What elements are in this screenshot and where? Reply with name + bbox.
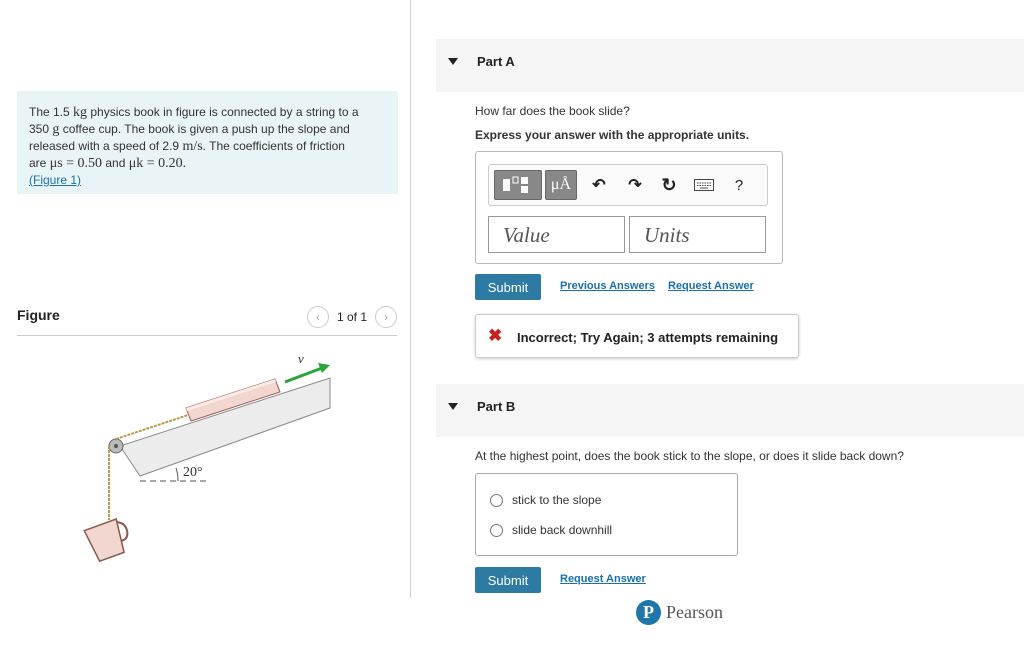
collapse-triangle-icon[interactable] — [448, 58, 458, 65]
mu-kinetic: μk = 0.20. — [128, 156, 187, 171]
templates-icon — [501, 175, 535, 195]
units-input[interactable]: Units — [629, 216, 766, 253]
keyboard-button[interactable] — [691, 170, 717, 200]
part-a-question: How far does the book slide? — [475, 104, 630, 118]
math-toolbar — [488, 164, 768, 206]
chevron-right-icon: › — [384, 310, 388, 324]
left-panel — [0, 0, 411, 645]
value-input[interactable]: Value — [488, 216, 625, 253]
redo-button[interactable] — [623, 170, 647, 200]
velocity-arrow — [285, 368, 322, 382]
option-slide[interactable] — [490, 523, 612, 537]
problem-text: and — [102, 156, 129, 170]
angle-label: 20° — [183, 465, 203, 480]
figure-title: Figure — [17, 307, 60, 323]
redo-icon: ↷ — [628, 177, 642, 194]
part-a-request-answer-link[interactable]: Request Answer — [668, 280, 754, 292]
reset-button[interactable] — [657, 170, 681, 200]
undo-button[interactable] — [587, 170, 611, 200]
chevron-left-icon: ‹ — [315, 310, 320, 324]
problem-statement — [17, 91, 398, 194]
undo-icon: ↶ — [592, 177, 606, 194]
option-stick[interactable] — [490, 493, 601, 507]
part-b-label: Part B — [477, 399, 516, 414]
part-a-submit-button[interactable]: Submit — [475, 274, 541, 300]
column-divider — [410, 0, 411, 598]
pearson-logo — [636, 600, 723, 625]
pager-text: 1 of 1 — [336, 310, 367, 324]
coffee-cup — [84, 517, 133, 563]
pearson-brand: Pearson — [666, 602, 723, 622]
problem-text: are — [29, 156, 50, 170]
answer-box — [475, 151, 783, 264]
problem-text: . The coefficients of friction — [202, 139, 345, 153]
next-figure-button[interactable] — [375, 306, 397, 328]
part-a-header[interactable] — [436, 39, 1024, 92]
help-icon: ? — [734, 176, 744, 194]
option-label: stick to the slope — [512, 493, 602, 507]
part-b-request-answer-link[interactable]: Request Answer — [560, 573, 646, 585]
unit-g: g — [52, 122, 60, 137]
units-icon: μÅ — [550, 176, 572, 193]
prev-figure-button[interactable] — [307, 306, 329, 328]
feedback-text: Incorrect; Try Again; 3 attempts remaining — [517, 330, 779, 345]
previous-answers-link[interactable]: Previous Answers — [560, 280, 655, 292]
unit-ms: m/s — [182, 139, 203, 154]
templates-button[interactable] — [494, 170, 542, 200]
radio-button[interactable] — [490, 524, 503, 537]
problem-text: released with a speed of 2.9 — [29, 139, 183, 153]
units-insert-button[interactable] — [545, 170, 577, 200]
reset-icon: ↻ — [661, 174, 677, 195]
unit-kg: kg — [73, 105, 88, 120]
problem-text: coffee cup. The book is given a push up the slope and — [59, 122, 350, 136]
figure-header — [17, 304, 397, 336]
help-button[interactable] — [729, 170, 749, 200]
option-label: slide back downhill — [512, 523, 613, 537]
part-b-submit-button[interactable]: Submit — [475, 567, 541, 593]
keyboard-icon — [694, 179, 714, 191]
part-b-options — [475, 473, 738, 556]
problem-text: physics book in figure is connected by a string to a — [87, 105, 359, 119]
part-b-question: At the highest point, does the book stick to the slope, or does it slide back down? — [475, 449, 904, 463]
feedback-message — [475, 314, 799, 358]
velocity-label: v⃗ — [298, 351, 314, 366]
error-x-icon: ✖ — [488, 326, 503, 345]
angle-arc — [176, 468, 178, 481]
pulley-axle — [114, 444, 118, 448]
incline-figure — [70, 348, 350, 578]
problem-text: The 1.5 — [29, 105, 74, 119]
figure-pager — [307, 306, 397, 328]
part-b-header[interactable] — [436, 384, 1024, 437]
problem-text: 350 — [29, 122, 53, 136]
radio-button[interactable] — [490, 494, 503, 507]
figure-link[interactable]: (Figure 1) — [29, 173, 82, 187]
cup-body — [84, 519, 128, 563]
part-a-label: Part A — [477, 54, 515, 69]
pearson-p-icon: P — [636, 600, 661, 625]
collapse-triangle-icon[interactable] — [448, 403, 458, 410]
mu-static: μs = 0.50 — [49, 156, 103, 171]
part-a-instruction: Express your answer with the appropriate units. — [475, 128, 750, 142]
